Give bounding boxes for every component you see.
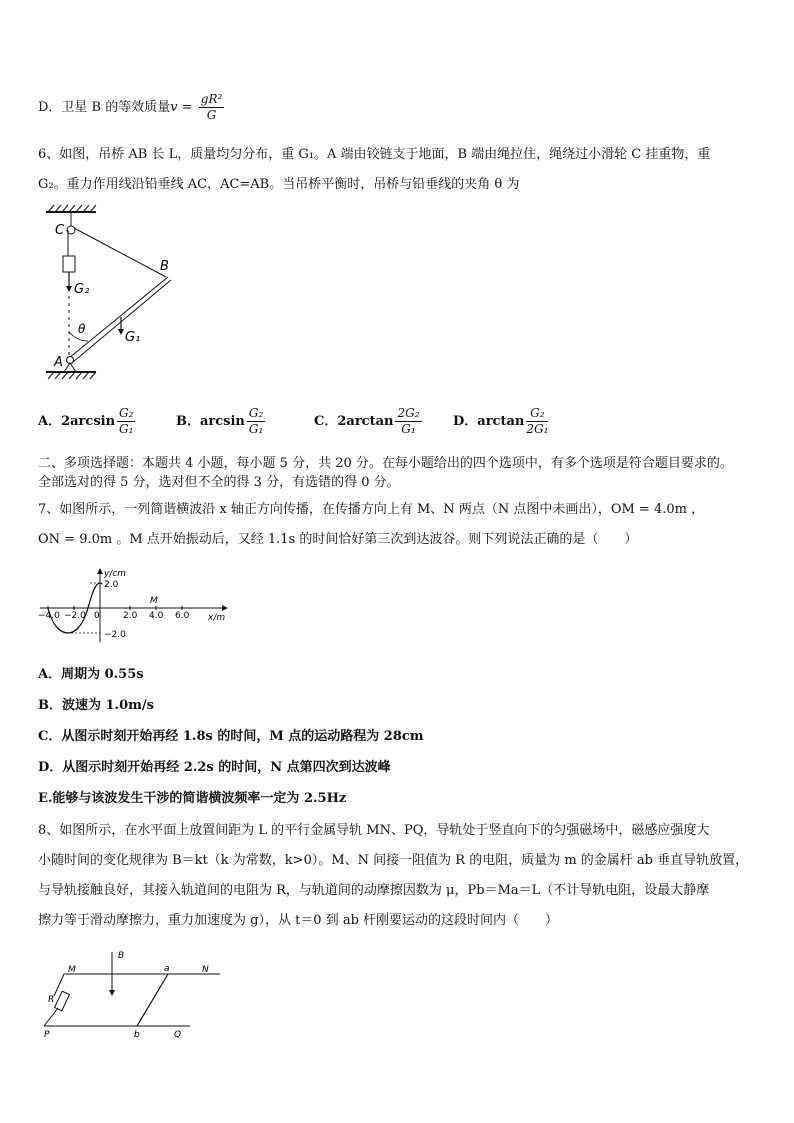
- q6-option-b-num: G₂: [248, 406, 264, 420]
- label-b: B: [160, 259, 169, 274]
- q5-option-d-text: D．卫星 B 的等效质量: [38, 100, 171, 115]
- q6-option-d-num: G₂: [526, 406, 548, 422]
- label-p: P: [44, 1030, 50, 1040]
- label-m: M: [68, 965, 76, 975]
- label-g1: G₁: [125, 330, 141, 345]
- q7-figure-wave: [36, 566, 236, 646]
- y-bottom-label: −2.0: [104, 630, 126, 640]
- q6-option-c-label: C．2arctan: [314, 414, 394, 429]
- label-a: a: [164, 964, 170, 974]
- q8-stem-line1: 8、如图所示，在水平面上放置间距为 L 的平行金属导轨 MN、PQ，导轨处于竖直向下的匀强磁场中，磁感应强度大: [38, 823, 710, 838]
- q5-option-d-eq: =: [177, 100, 197, 115]
- q6-option-c-fraction: [395, 406, 421, 437]
- q7-option-b: B．波速为 1.0m/s: [38, 698, 154, 713]
- section2-line2: 全部选对的得 5 分，选对但不全的得 3 分，有选错的得 0 分。: [38, 475, 400, 490]
- q5-option-d-fraction: [199, 92, 225, 123]
- x-tick-label: −2.0: [64, 611, 86, 621]
- q6-option-a-den: G₁: [119, 422, 134, 436]
- q6-option-a-num: G₂: [119, 406, 134, 420]
- label-g2: G₂: [74, 282, 90, 297]
- q7-stem-line1: 7、如图所示，一列简谐横波沿 x 轴正方向传播，在传播方向上有 M、N 两点（N 点图中未画出），OM = 4.0m ，: [38, 502, 705, 517]
- section2-line1: 二、多项选择题：本题共 4 小题，每小题 5 分，共 20 分。在每小题给出的四个选项中，有多个选项是符合题目要求的。: [38, 456, 733, 471]
- point-m-label: M: [150, 596, 158, 606]
- q7-option-c: C．从图示时刻开始再经 1.8s 的时间，M 点的运动路程为 28cm: [38, 729, 424, 744]
- label-r: R: [48, 995, 55, 1005]
- q8-figure-rails: [40, 944, 230, 1040]
- q5-option-d: [38, 92, 226, 123]
- label-theta: θ: [78, 322, 86, 336]
- x-axis-label: x/m: [208, 613, 226, 623]
- q7-stem-line2: ON = 9.0m 。M 点开始振动后，又经 1.1s 的时间恰好第三次到达波谷。则下列说法正确的是（ ）: [38, 532, 638, 547]
- label-n: N: [202, 965, 209, 975]
- q6-option-b-den: G₁: [248, 422, 264, 436]
- q6-option-b: [176, 406, 267, 437]
- q6-option-d: [453, 406, 550, 437]
- q5-option-d-denominator: G: [206, 108, 217, 122]
- q6-option-d-fraction: [526, 406, 548, 437]
- label-b-field: B: [118, 951, 125, 961]
- q5-option-d-var: v: [170, 100, 178, 115]
- weight-g2: [63, 256, 75, 272]
- x-tick-label: 2.0: [123, 611, 138, 621]
- q6-option-a: [38, 406, 137, 437]
- x-tick-label: 6.0: [175, 611, 190, 621]
- q8-stem-line2: 小随时间的变化规律为 B＝kt（k 为常数，k>0）。M、N 间接一阻值为 R 的电阻，质量为 m 的金属杆 ab 垂直导轨放置，: [38, 853, 749, 868]
- label-c: C: [55, 223, 65, 238]
- x-tick-label: −4.0: [38, 611, 60, 621]
- x-tick-label: 0: [94, 611, 100, 621]
- q7-option-e: E.能够与该波发生干涉的简谐横波频率一定为 2.5Hz: [38, 791, 347, 806]
- resistor-r: [55, 991, 70, 1011]
- q6-option-a-label: A．2arcsin: [38, 414, 116, 429]
- q6-stem-line1: 6、如图，吊桥 AB 长 L，质量均匀分布，重 G₁。A 端由铰链支于地面，B 端由绳拉住，绳绕过小滑轮 C 挂重物，重: [38, 147, 711, 162]
- q6-stem-line2: G₂。重力作用线沿铅垂线 AC，AC=AB。当吊桥平衡时，吊桥与铅垂线的夹角 θ 为: [38, 177, 520, 192]
- q6-option-c-den: G₁: [401, 422, 416, 436]
- q7-option-d: D．从图示时刻开始再经 2.2s 的时间，N 点第四次到达波峰: [38, 760, 391, 775]
- q7-option-a: A．周期为 0.55s: [38, 667, 144, 682]
- x-tick-label: 4.0: [149, 611, 164, 621]
- q8-stem-line3: 与导轨接触良好，其接入轨道间的电阻为 R，与轨道间的动摩擦因数为 μ，Pb＝Ma＝L（不计导轨电阻，设最大静摩: [38, 883, 710, 898]
- q6-option-b-fraction: [247, 406, 265, 437]
- y-top-label: 2.0: [104, 580, 119, 590]
- label-q: Q: [174, 1030, 182, 1040]
- label-a: A: [54, 355, 63, 370]
- q8-stem-line4: 擦力等于滑动摩擦力，重力加速度为 g），从 t＝0 到 ab 杆刚要运动的这段时间内（ ）: [38, 913, 559, 928]
- q6-option-a-fraction: [117, 406, 135, 437]
- q6-option-d-label: D．arctan: [453, 414, 525, 429]
- label-b-rod: b: [134, 1030, 140, 1040]
- y-axis-label: y/cm: [104, 569, 127, 579]
- q6-option-d-den: 2G₁: [526, 422, 549, 436]
- q6-figure-drawbridge: [38, 200, 208, 390]
- q5-option-d-numerator: gR²: [200, 92, 223, 106]
- q6-option-b-label: B．arcsin: [176, 414, 245, 429]
- q6-option-c-num: 2G₂: [397, 406, 420, 420]
- q6-option-c: [314, 406, 424, 437]
